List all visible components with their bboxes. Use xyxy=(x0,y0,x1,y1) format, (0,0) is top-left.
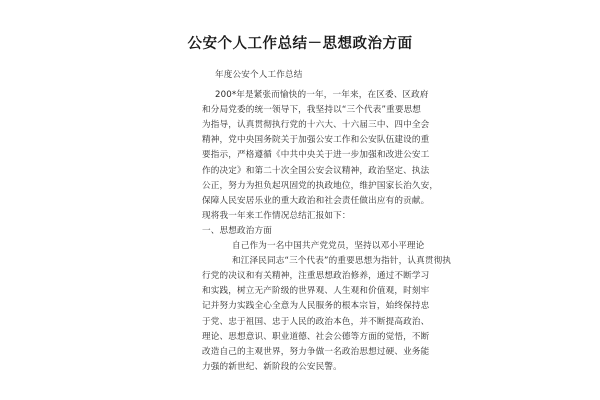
paragraph-line: 行党的决议和有关精神，注重思想政治修养，通过不断学习 xyxy=(202,271,430,282)
paragraph-line: 保障人民安居乐业的重大政治和社会责任做出应有的贡献。 xyxy=(202,195,430,206)
paragraph-line: 要指示，严格遵循《中共中央关于进一步加强和改进公安工 xyxy=(202,150,430,161)
paragraph-line: 精神，党中央国务院关于加强公安工作和公安队伍建设的重 xyxy=(202,135,430,146)
paragraph-line: 和分局党委的统一领导下，我坚持以“三个代表”重要思想 xyxy=(202,105,422,116)
paragraph-line: 理论、思想意识、职业道德、社会公德等方面的觉悟，不断 xyxy=(202,331,430,342)
paragraph-line: 公正，努力为担负起巩固党的执政地位，维护国家长治久安， xyxy=(202,180,439,191)
document-subtitle: 年度公安个人工作总结 xyxy=(215,70,303,80)
paragraph-line: 力强的新世纪、新阶段的公安民警。 xyxy=(202,361,342,372)
paragraph-line: 现将我一年来工作情况总结汇报如下： xyxy=(202,210,351,221)
paragraph-line: 和江泽民同志“三个代表”的重要思想为指针，认真贯彻执 xyxy=(232,256,452,267)
paragraph-line: 为指导，认真贯彻执行党的十六大、十六届三中、四中全会 xyxy=(202,120,430,131)
document-body xyxy=(202,68,452,375)
paragraph-line: 一、思想政治方面 xyxy=(202,225,272,236)
paragraph-line: 200*年是紧张而愉快的一年，一年来，在区委、区政府 xyxy=(215,90,429,101)
paragraph-line: 作的决定》和第二十次全国公安会议精神，政治坚定、执法 xyxy=(202,165,430,176)
section-heading: 自己作为一名中国共产党党员，坚持以邓小平理论 xyxy=(232,241,425,252)
paragraph-line: 于党、忠于祖国、忠于人民的政治本色，并不断提高政治、 xyxy=(202,316,430,327)
paragraph-line: 改造自己的主观世界，努力争做一名政治思想过硬、业务能 xyxy=(202,346,430,357)
document-title: 公安个人工作总结－思想政治方面 xyxy=(187,36,413,52)
paragraph-line: 记并努力实践全心全意为人民服务的根本宗旨，始终保持忠 xyxy=(202,301,430,312)
paragraph-line: 和实践，树立无产阶级的世界观、人生观和价值观，时刻牢 xyxy=(202,286,430,297)
